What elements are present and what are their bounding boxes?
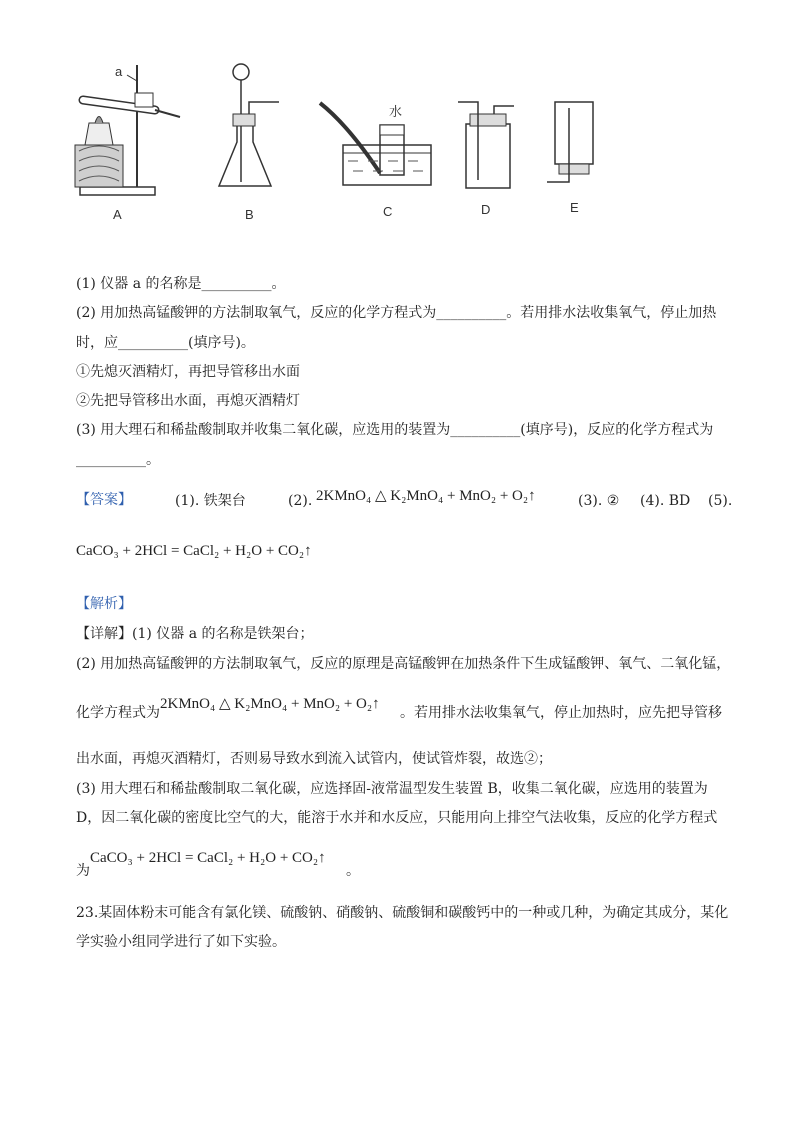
detail-3-line-2: D，因二氧化碳的密度比空气的大，能溶于水并和水反应，只能用向上排空气法收集，反应的化学方程式 (76, 810, 718, 826)
detail-1: (1) 仪器 a 的名称是铁架台； (132, 626, 314, 642)
question-1: (1) 仪器 a 的名称是__________。 (76, 276, 286, 292)
water-label: 水 (389, 104, 403, 119)
apparatus-c-drawing (318, 95, 438, 190)
answer-3: (3). ② (578, 493, 620, 509)
figure-label-D: D (481, 202, 491, 217)
detail-2-line-1: (2) 用加热高锰酸钾的方法制取氧气，反应的原理是高锰酸钾在加热条件下生成锰酸钾、氧气、二氧化锰， (76, 656, 731, 672)
answer-tag: 【答案】 (76, 492, 132, 508)
analysis-tag: 【解析】 (76, 596, 132, 612)
equation-kmno4-analysis: 2KMnO₄ △ K₂MnO₄ + MnO₂ + O₂↑ (160, 696, 380, 712)
answer-2-prefix: (2). (288, 493, 313, 509)
option-1: ①先熄灭酒精灯，再把导管移出水面 (76, 364, 300, 380)
question-2-line-1: (2) 用加热高锰酸钾的方法制取氧气，反应的化学方程式为__________。若用排水法收集氧气，停止加热 (76, 305, 717, 321)
detail-2-suffix: 。若用排水法收集氧气，停止加热时，应先把导管移 (400, 705, 722, 721)
answer-5: (5). (708, 493, 733, 509)
question-23-line-2: 学实验小组同学进行了如下实验。 (76, 934, 286, 950)
apparatus-b-drawing (215, 62, 285, 192)
apparatus-e-drawing (545, 100, 595, 190)
detail-3-suffix: 。 (346, 863, 360, 879)
equation-kmno4-answer: 2KMnO₄ △ K₂MnO₄ + MnO₂ + O₂↑ (316, 488, 536, 504)
figure-label-E: E (570, 200, 579, 215)
answer-4: (4). BD (640, 493, 691, 509)
equation-caco3-answer: CaCO₃ + 2HCl = CaCl₂ + H₂O + CO₂↑ (76, 543, 312, 559)
question-3-line-1: (3) 用大理石和稀盐酸制取并收集二氧化碳，应选用的装置为__________(填序号)，反应的化学方程式为 (76, 422, 714, 438)
detail-tag: 【详解】 (76, 626, 132, 642)
apparatus-d-drawing (458, 100, 518, 190)
detail-3-line-1: (3) 用大理石和稀盐酸制取二氧化碳，应选择固-液常温型发生装置 B，收集二氧化碳，应选用的装置为 (76, 781, 708, 797)
label-a-pointer: a (115, 64, 123, 79)
apparatus-a-drawing (75, 55, 195, 205)
question-2-line-2: 时，应__________(填序号)。 (76, 335, 255, 351)
detail-2-prefix: 化学方程式为 (76, 705, 160, 721)
option-2: ②先把导管移出水面，再熄灭酒精灯 (76, 393, 300, 409)
figure-label-A: A (113, 207, 122, 222)
question-3-line-2: __________。 (76, 452, 160, 468)
detail-2-line-2 (76, 703, 160, 723)
figure-label-C: C (383, 204, 393, 219)
equation-caco3-analysis: CaCO₃ + 2HCl = CaCl₂ + H₂O + CO₂↑ (90, 850, 326, 866)
figure-label-B: B (245, 207, 254, 222)
apparatus-figure (0, 0, 800, 230)
answer-1: (1). 铁架台 (175, 493, 246, 509)
detail-line-1 (76, 624, 314, 644)
detail-3-prefix: 为 (76, 863, 90, 879)
detail-2-line-3: 出水面，再熄灭酒精灯，否则易导致水到流入试管内，使试管炸裂，故选②； (76, 751, 552, 767)
question-23-line-1: 23.某固体粉末可能含有氯化镁、硫酸钠、硝酸钠、硫酸铜和碳酸钙中的一种或几种，为确定其成分，某化 (76, 905, 729, 921)
